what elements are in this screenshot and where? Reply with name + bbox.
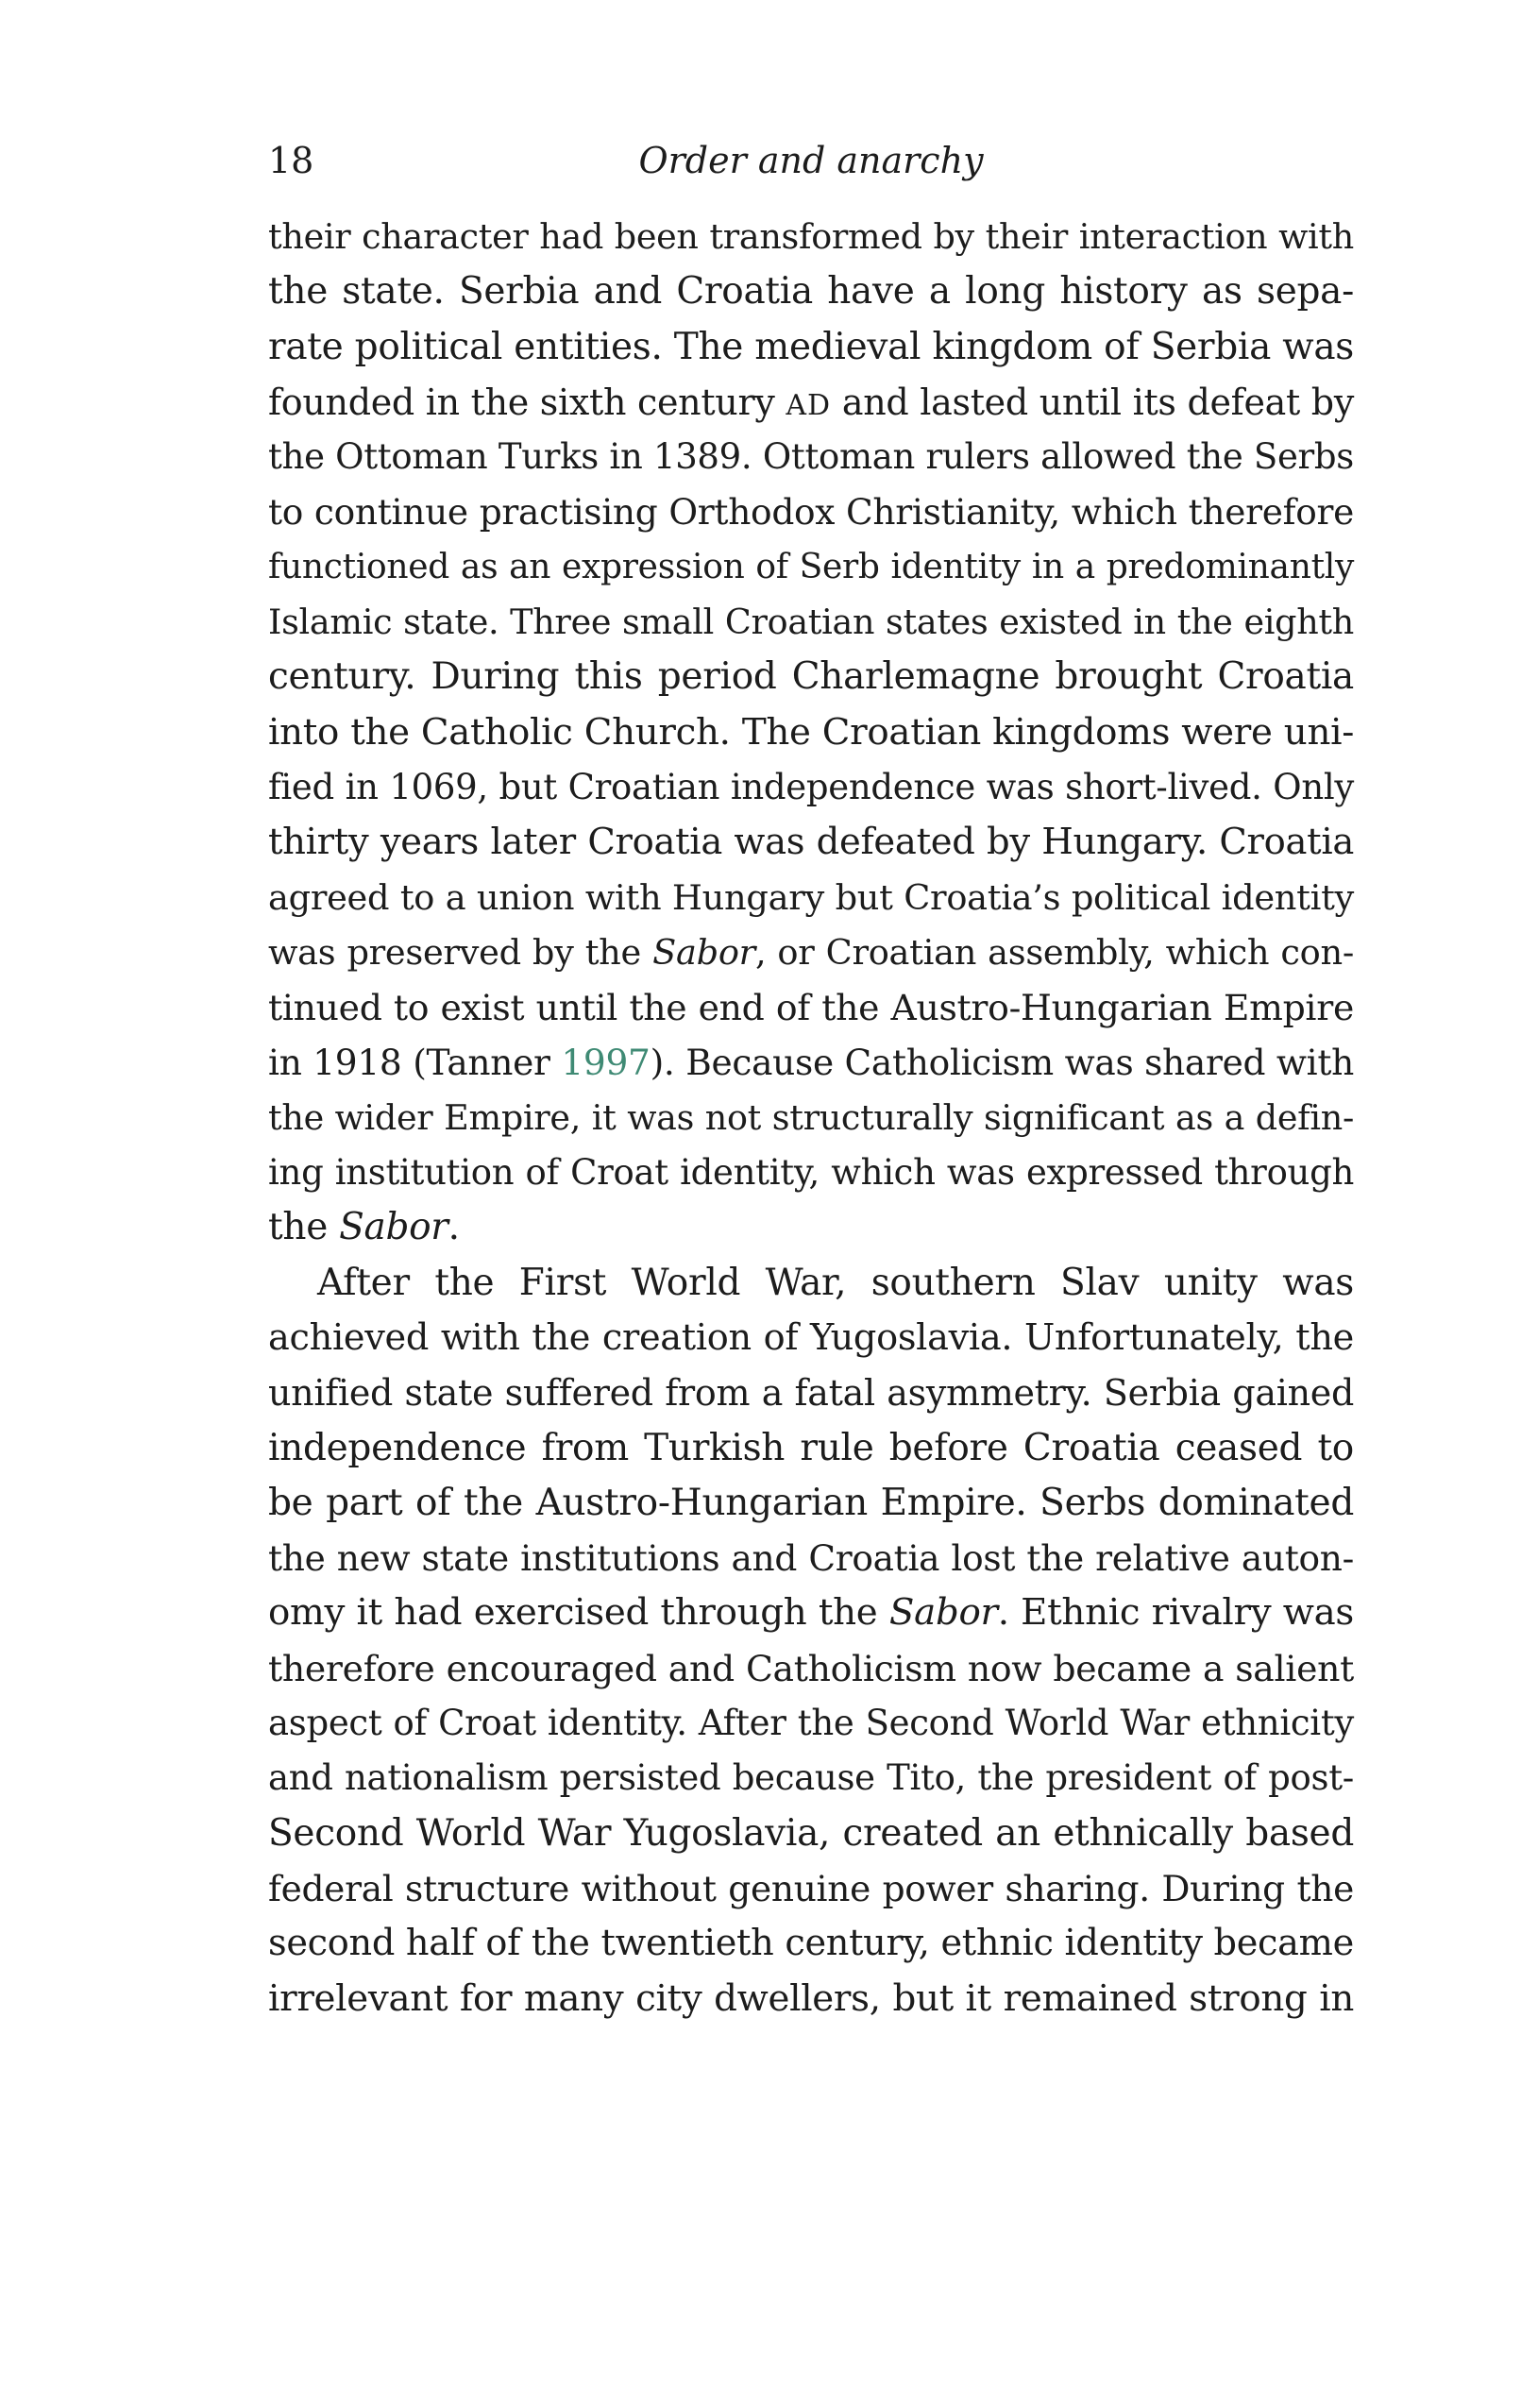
text-line: After the First World War, southern Slav unity was — [317, 1261, 1354, 1304]
text-fragment: ). Because Catholicism was shared with — [650, 1042, 1354, 1084]
text-line: fied in 1069, but Croatian independence was short-lived. Only — [268, 766, 1354, 807]
italic-term: Sabor — [652, 931, 755, 973]
text-line — [268, 1200, 1354, 1255]
text-line — [268, 375, 1354, 430]
text-line — [268, 1035, 1354, 1090]
text-line: thirty years later Croatia was defeated by Hungary. Croatia — [268, 821, 1354, 864]
text-line: Islamic state. Three small Croatian states existed in the eighth — [268, 602, 1354, 643]
text-line — [268, 925, 1354, 980]
running-head — [268, 132, 1354, 189]
text-line: agreed to a union with Hungary but Croatia’s political identity — [268, 876, 1354, 918]
running-title: Order and anarchy — [638, 140, 984, 181]
text-line: be part of the Austro-Hungarian Empire. Serbs dominated — [268, 1481, 1354, 1524]
text-line: functioned as an expression of Serb identity in a predominantly — [268, 547, 1354, 586]
text-line: the new state institutions and Croatia lost the relative auton- — [268, 1537, 1354, 1580]
text-line: federal structure without genuine power sharing. During the — [268, 1867, 1354, 1909]
text-line: tinued to exist until the end of the Austro-Hungarian Empire — [268, 987, 1354, 1029]
text-line: achieved with the creation of Yugoslavia. Unfortunately, the — [268, 1315, 1354, 1359]
text-fragment: , or Croatian assembly, which con- — [754, 931, 1354, 973]
text-line: century. During this period Charlemagne brought Croatia — [268, 655, 1354, 699]
text-line: therefore encouraged and Catholicism now became a salient — [268, 1647, 1354, 1689]
text-line: independence from Turkish rule before Croatia ceased to — [268, 1426, 1354, 1469]
text-line: their character had been transformed by their interaction with — [268, 216, 1354, 257]
body-text — [268, 210, 1354, 2026]
text-line: ing institution of Croat identity, which was expressed through — [268, 1152, 1354, 1194]
text-fragment: . Ethnic rivalry was — [997, 1591, 1354, 1635]
page-number: 18 — [268, 140, 314, 181]
citation-link[interactable]: 1997 — [561, 1042, 651, 1084]
text-fragment: founded in the sixth century — [268, 381, 775, 423]
text-fragment: the — [268, 1206, 328, 1249]
text-line: irrelevant for many city dwellers, but it remained strong in — [268, 1976, 1354, 2020]
text-fragment: and lasted until its defeat by — [841, 381, 1354, 423]
italic-term: Sabor — [339, 1206, 448, 1249]
text-line: rate political entities. The medieval kingdom of Serbia was — [268, 325, 1354, 368]
text-line: the wider Empire, it was not structurally significant as a defin- — [268, 1096, 1354, 1138]
paragraph-1 — [268, 210, 1354, 1256]
text-line: second half of the twentieth century, ethnic identity became — [268, 1922, 1354, 1965]
era-abbreviation: AD — [786, 388, 832, 422]
text-line — [268, 1586, 1354, 1640]
text-line: the Ottoman Turks in 1389. Ottoman rulers allowed the Serbs — [268, 436, 1354, 478]
text-line: into the Catholic Church. The Croatian kingdoms were uni- — [268, 710, 1354, 754]
text-line: Second World War Yugoslavia, created an ethnically based — [268, 1811, 1354, 1855]
text-fragment: omy it had exercised through the — [268, 1591, 878, 1635]
text-line: and nationalism persisted because Tito, the president of post- — [268, 1757, 1354, 1799]
text-line: the state. Serbia and Croatia have a long history as sepa- — [268, 270, 1354, 314]
text-fragment: . — [448, 1206, 460, 1249]
text-fragment: was preserved by the — [268, 931, 641, 973]
italic-term: Sabor — [888, 1591, 998, 1635]
text-line: unified state suffered from a fatal asymmetry. Serbia gained — [268, 1372, 1354, 1415]
text-line: aspect of Croat identity. After the Second World War ethnicity — [268, 1703, 1354, 1744]
paragraph-2 — [268, 1256, 1354, 2026]
text-line: to continue practising Orthodox Christianity, which therefore — [268, 491, 1354, 534]
text-fragment: in 1918 (Tanner — [268, 1042, 550, 1084]
